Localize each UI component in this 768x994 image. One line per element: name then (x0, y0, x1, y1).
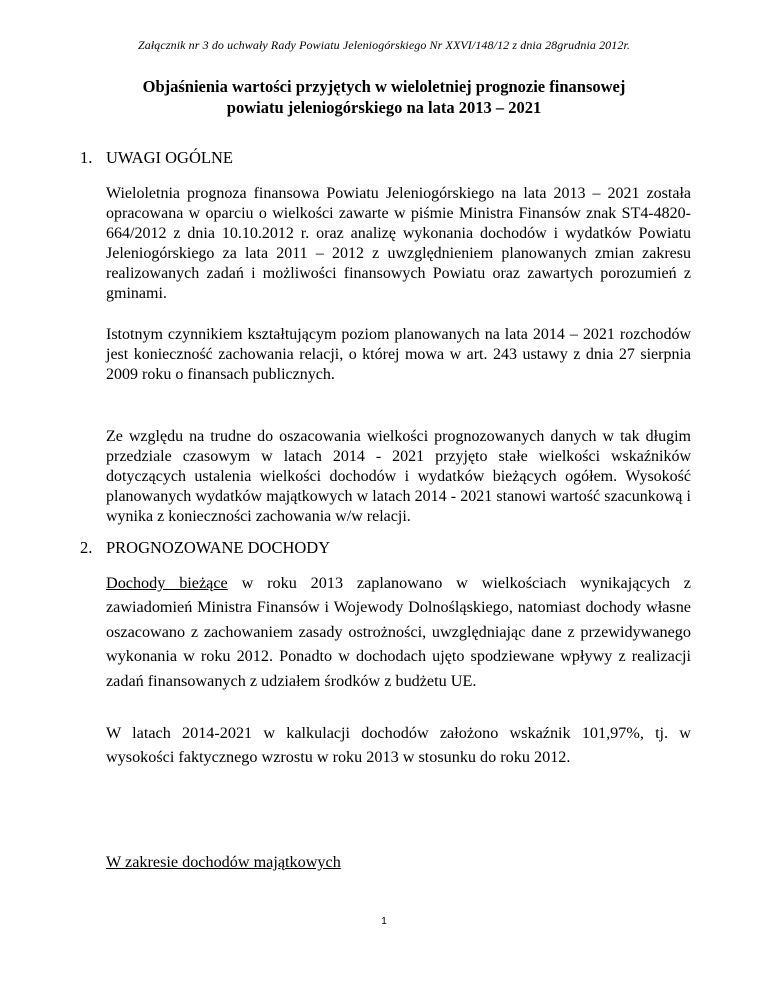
section-1-number: 1. (80, 148, 93, 167)
capital-income-subheading: W zakresie dochodów majątkowych (106, 853, 341, 871)
section-1-heading (80, 148, 233, 168)
section-1-paragraph-2: Istotnym czynnikiem kształtującym poziom planowanych na lata 2014 – 2021 rozchodów jest konieczność zachowania relacji, o której mowa w art. 243 ustawy z dnia 27 sierpnia 2009 roku o finansach publicznych. (106, 326, 691, 383)
section-1-paragraph-1: Wieloletnia prognoza finansowa Powiatu Jeleniogórskiego na lata 2013 – 2021 została opracowana w oparciu o wielkości zawarte w piśmie Ministra Finansów znak ST4-4820-664/2012 z dnia 10.10.2012 r. oraz analizę wykonania dochodów i wydatków Powiatu Jeleniogórskiego za lata 2011 – 2012 z uwzględnieniem planowanych zmian zakresu realizowanych zadań i możliwości finansowych Powiatu oraz zawartych porozumień z gminami. (106, 185, 691, 302)
page-number: 1 (381, 916, 387, 927)
section-2-number: 2. (80, 538, 93, 557)
title-line-1: Objaśnienia wartości przyjętych w wieloletniej prognozie finansowej (142, 77, 626, 96)
section-2-paragraph-1 (106, 571, 691, 693)
current-income-term: Dochody bieżące (106, 574, 228, 592)
title-line-2: powiatu jeleniogórskiego na lata 2013 – 2021 (226, 98, 542, 117)
section-2-title: PROGNOZOWANE DOCHODY (106, 538, 331, 557)
attachment-note: Załącznik nr 3 do uchwały Rady Powiatu Jeleniogórskiego Nr XXVI/148/12 z dnia 28grudnia 2012r. (137, 38, 631, 52)
section-1-paragraph-3: Ze względu na trudne do oszacowania wielkości prognozowanych danych w tak długim przedziale czasowym w latach 2014 - 2021 przyjęto stałe wielkości wskaźników dotyczących ustalenia wielkości dochodów i wydatków bieżących ogółem. Wysokość planowanych wydatków majątkowych w latach 2014 - 2021 stanowi wartość szacunkową i wynika z konieczności zachowania w/w relacji. (106, 428, 691, 525)
document-title (80, 76, 688, 118)
section-2-paragraph-2: W latach 2014-2021 w kalkulacji dochodów założono wskaźnik 101,97%, tj. w wysokości faktycznego wzrostu w roku 2013 w stosunku do roku 2012. (106, 724, 691, 767)
section-1-title: UWAGI OGÓLNE (106, 148, 233, 167)
section-2-paragraph-1-text: w roku 2013 zaplanowano w wielkościach wynikających z zawiadomień Ministra Finansów i Wojewody Dolnośląskiego, natomiast dochody własne oszacowano z zachowaniem zasady ostrożności, uwzględniając dane z przewidywanego wykonania w roku 2012. Ponadto w dochodach ujęto spodziewane wpływy z realizacji zadań finansowanych z udziałem środków z budżetu UE. (106, 574, 691, 690)
section-2-heading (80, 538, 330, 558)
